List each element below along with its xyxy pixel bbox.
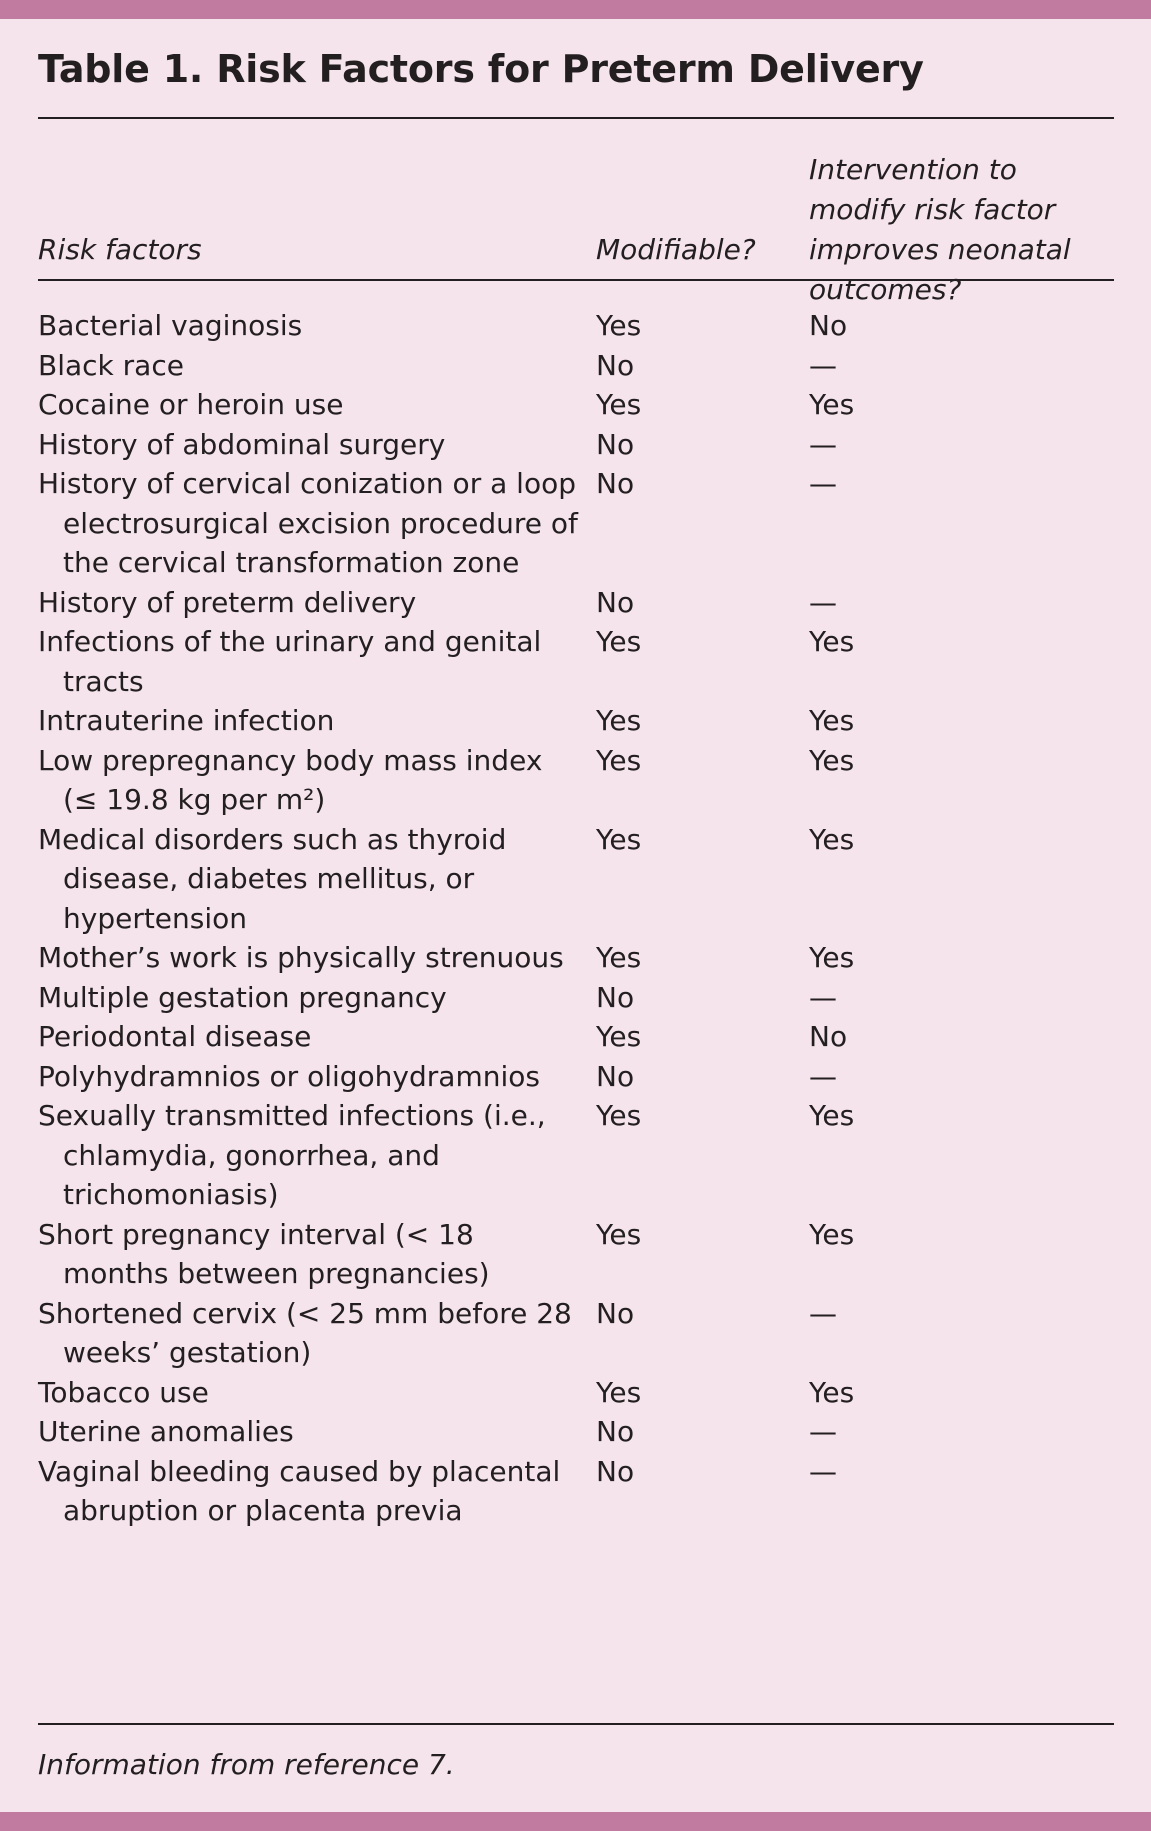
risk-factor-cell: Uterine anomalies	[38, 1415, 294, 1448]
modifiable-cell: No	[596, 1454, 635, 1488]
risk-factor-cell: Polyhydramnios or oligohydramnios	[38, 1059, 540, 1093]
risk-factor-cell: History of abdominal surgery	[38, 427, 446, 461]
improves-cell: Yes	[809, 743, 855, 777]
modifiable-cell: Yes	[596, 822, 642, 856]
improves-cell: —	[809, 1059, 837, 1093]
modifiable-cell: No	[596, 1415, 635, 1448]
improves-cell: Yes	[809, 941, 855, 974]
improves-cell: —	[809, 427, 837, 461]
modifiable-cell: Yes	[596, 743, 642, 777]
risk-factor-cell: Multiple gestation pregnancy	[38, 980, 447, 1014]
table-row	[38, 1412, 1114, 1452]
modifiable-cell: No	[596, 980, 635, 1014]
modifiable-cell: Yes	[596, 1217, 642, 1251]
improves-cell: No	[809, 1020, 848, 1053]
modifiable-cell: No	[596, 467, 635, 500]
modifiable-cell: Yes	[596, 1020, 642, 1053]
modifiable-cell: Yes	[596, 388, 642, 421]
table-row	[38, 1096, 1114, 1215]
table-row	[38, 425, 1114, 465]
table-body	[38, 306, 1114, 1531]
risk-factor-cell: Short pregnancy interval (< 18 months between pregnancies)	[38, 1217, 490, 1290]
header-rule	[38, 279, 1114, 281]
risk-factor-cell: Periodontal disease	[38, 1020, 312, 1053]
table-row	[38, 1373, 1114, 1413]
improves-cell: Yes	[809, 822, 855, 856]
risk-factor-cell: Black race	[38, 348, 184, 382]
modifiable-cell: Yes	[596, 941, 642, 974]
bottom-color-band	[0, 1812, 1151, 1831]
table-row	[38, 820, 1114, 939]
risk-factor-cell: Mother’s work is physically strenuous	[38, 941, 564, 974]
risk-factor-cell: Intrauterine infection	[38, 704, 335, 737]
table-row	[38, 583, 1114, 623]
modifiable-cell: No	[596, 427, 635, 461]
modifiable-cell: No	[596, 1296, 635, 1330]
improves-cell: Yes	[809, 388, 855, 421]
modifiable-cell: Yes	[596, 309, 642, 342]
table-row	[38, 1452, 1114, 1531]
table-row	[38, 622, 1114, 701]
top-color-band	[0, 0, 1151, 19]
table-row	[38, 1057, 1114, 1097]
table-row	[38, 346, 1114, 386]
modifiable-cell: No	[596, 585, 635, 619]
improves-cell: —	[809, 1415, 837, 1448]
risk-factor-cell: Tobacco use	[38, 1375, 209, 1409]
improves-cell: —	[809, 1454, 837, 1488]
table-row	[38, 1215, 1114, 1294]
risk-factor-cell: Medical disorders such as thyroid disease, diabetes mellitus, or hypertension	[38, 822, 507, 935]
table-row	[38, 978, 1114, 1018]
table-row	[38, 1017, 1114, 1057]
table-row	[38, 385, 1114, 425]
risk-factor-cell: Sexually transmitted infections (i.e., chlamydia, gonorrhea, and trichomoniasis)	[38, 1099, 546, 1211]
modifiable-cell: Yes	[596, 704, 642, 737]
table-row	[38, 306, 1114, 346]
risk-factor-cell: Low prepregnancy body mass index (≤ 19.8 kg per m²)	[38, 743, 543, 816]
risk-factor-cell: History of cervical conization or a loop electrosurgical excision procedure of the cervical transformation zone	[38, 467, 578, 579]
modifiable-cell: Yes	[596, 1375, 642, 1409]
table-footnote: Information from reference 7.	[38, 1748, 455, 1781]
improves-cell: Yes	[809, 625, 855, 658]
table-row	[38, 741, 1114, 820]
modifiable-cell: No	[596, 348, 635, 382]
improves-cell: —	[809, 348, 837, 382]
risk-factor-cell: Bacterial vaginosis	[38, 309, 303, 342]
improves-cell: Yes	[809, 704, 855, 737]
table-row	[38, 938, 1114, 978]
title-rule	[38, 117, 1114, 119]
header-risk-factors: Risk factors	[38, 233, 202, 266]
improves-cell: Yes	[809, 1375, 855, 1409]
table-title: Table 1. Risk Factors for Preterm Delivery	[38, 47, 924, 91]
bottom-rule	[38, 1723, 1114, 1725]
table-row	[38, 1294, 1114, 1373]
header-modifiable: Modifiable?	[596, 233, 756, 266]
improves-cell: Yes	[809, 1217, 855, 1251]
risk-factor-cell: Infections of the urinary and genital tracts	[38, 625, 542, 698]
table-row	[38, 464, 1114, 583]
improves-cell: —	[809, 585, 837, 619]
improves-cell: —	[809, 1296, 837, 1330]
header-intervention: Intervention to modify risk factor improves neonatal outcomes?	[809, 153, 1071, 306]
risk-factor-cell: History of preterm delivery	[38, 585, 417, 619]
risk-factor-cell: Shortened cervix (< 25 mm before 28 weeks’ gestation)	[38, 1296, 572, 1369]
risk-factor-cell: Vaginal bleeding caused by placental abruption or placenta previa	[38, 1454, 561, 1527]
improves-cell: Yes	[809, 1099, 855, 1132]
modifiable-cell: Yes	[596, 625, 642, 658]
improves-cell: —	[809, 467, 837, 500]
improves-cell: —	[809, 980, 837, 1014]
modifiable-cell: Yes	[596, 1099, 642, 1132]
modifiable-cell: No	[596, 1059, 635, 1093]
risk-factor-cell: Cocaine or heroin use	[38, 388, 344, 421]
improves-cell: No	[809, 309, 848, 342]
table-row	[38, 701, 1114, 741]
